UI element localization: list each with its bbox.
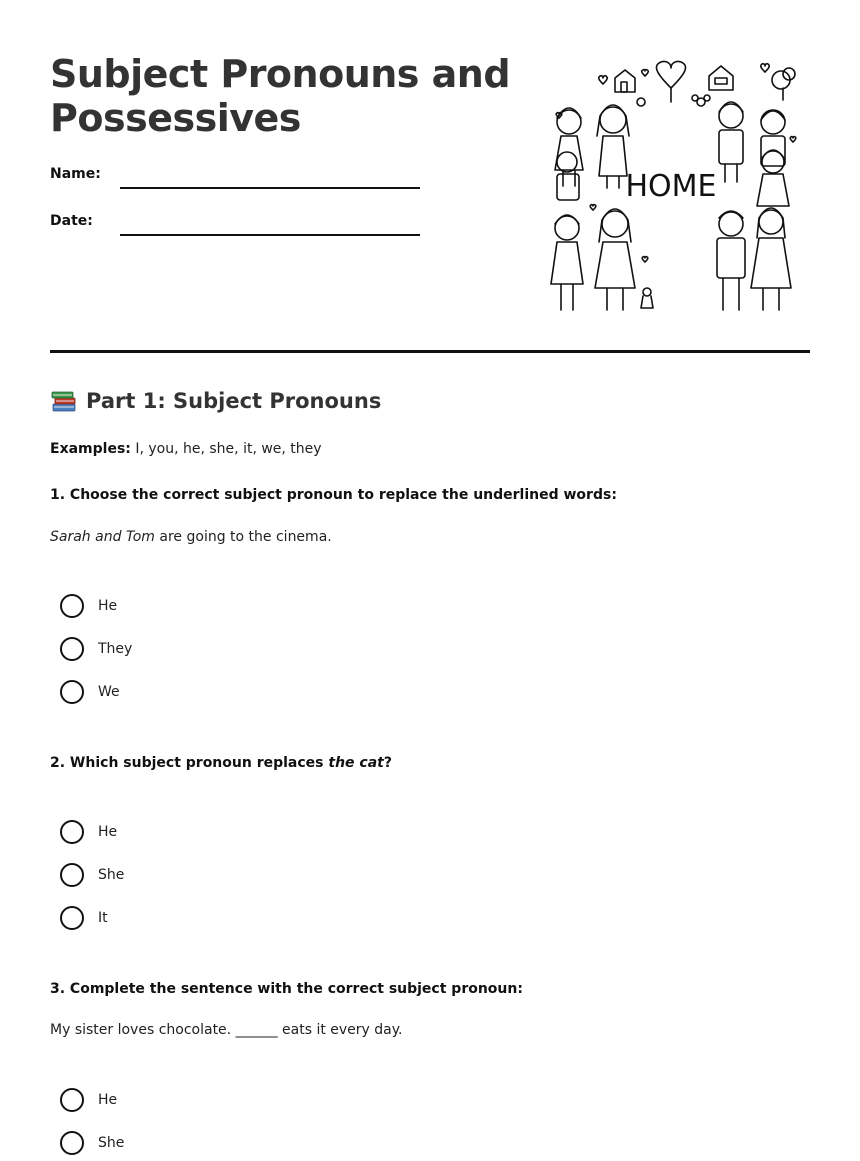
radio-button[interactable] [60,594,84,618]
title-line-2: Possessives [50,96,301,140]
header-divider [50,350,810,353]
radio-button[interactable] [60,1088,84,1112]
name-label: Name: [50,166,101,182]
option-label: They [98,641,133,657]
worksheet-title [50,52,520,140]
radio-button[interactable] [60,820,84,844]
examples-line [50,441,322,457]
option-label: She [98,867,125,883]
question-2-prompt-em: the cat [328,755,384,771]
q1-option-we[interactable] [60,680,120,704]
part1-heading-text: Part 1: Subject Pronouns [86,389,382,413]
q1-option-he[interactable] [60,594,117,618]
option-label: We [98,684,120,700]
question-1-sentence-rest: are going to the cinema. [154,529,332,545]
radio-button[interactable] [60,863,84,887]
radio-button[interactable] [60,906,84,930]
q3-option-she[interactable] [60,1131,124,1155]
question-2-prompt-b: ? [383,755,392,771]
option-label: He [98,1092,118,1108]
books-icon [50,388,78,414]
radio-button[interactable] [60,680,84,704]
date-label: Date: [50,213,93,229]
question-2-prompt [50,755,392,771]
question-2-prompt-a: 2. Which subject pronoun replaces [50,755,329,771]
part1-heading [50,388,381,414]
q2-option-she[interactable] [60,863,124,887]
question-3-sentence: My sister loves chocolate. ______ eats it every day. [50,1022,403,1038]
option-label: He [98,824,118,840]
radio-button[interactable] [60,1131,84,1155]
q1-option-they[interactable] [60,637,132,661]
q2-option-it[interactable] [60,906,108,930]
question-1-sentence [50,529,332,545]
option-label: It [98,910,108,926]
examples-text: I, you, he, she, it, we, they [135,441,322,457]
home-word: HOME [625,169,717,204]
family-home-illustration [545,58,805,316]
option-label: She [98,1135,125,1151]
option-label: He [98,598,118,614]
examples-label: Examples: [50,441,131,457]
q3-option-he[interactable] [60,1088,117,1112]
question-1-underlined-words: Sarah and Tom [50,529,155,545]
date-field[interactable] [120,234,420,236]
question-3-prompt: 3. Complete the sentence with the correct subject pronoun: [50,981,523,997]
q2-option-he[interactable] [60,820,117,844]
question-1-prompt: 1. Choose the correct subject pronoun to replace the underlined words: [50,487,617,503]
title-line-1: Subject Pronouns and [50,52,511,96]
name-field[interactable] [120,187,420,189]
radio-button[interactable] [60,637,84,661]
